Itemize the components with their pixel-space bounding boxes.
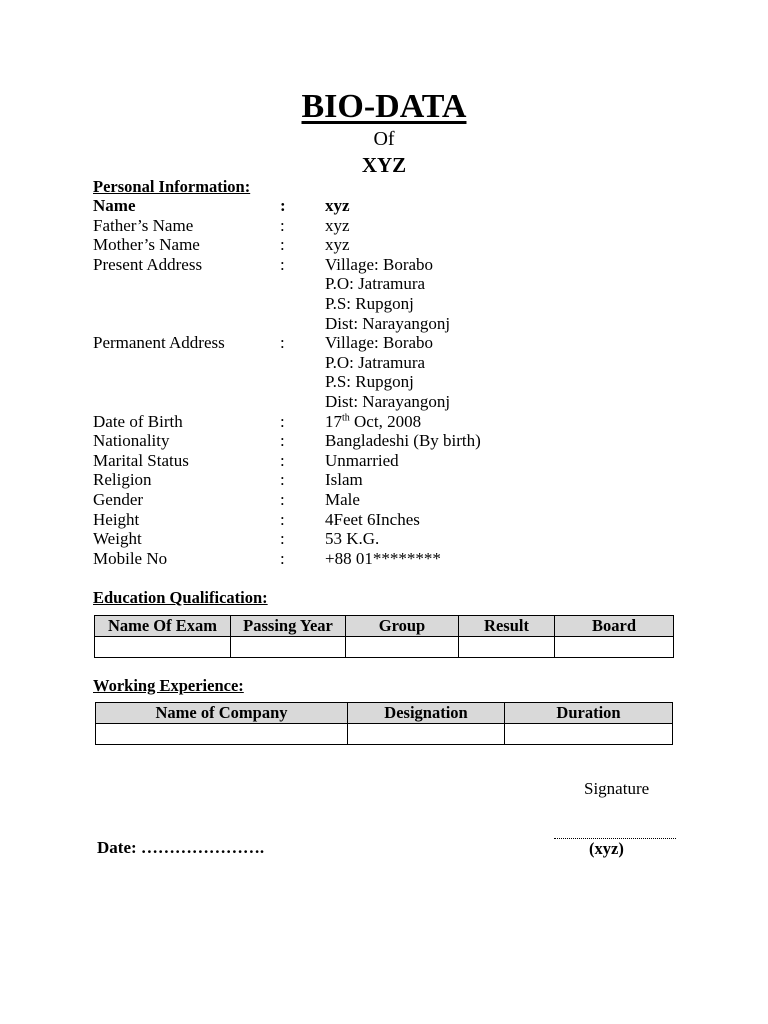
info-value: Bangladeshi (By birth) [325, 431, 481, 451]
info-colon: : [280, 235, 285, 255]
info-label: Nationality [93, 431, 170, 451]
date-field: Date: …………………. [97, 838, 265, 857]
info-colon: : [280, 333, 285, 353]
table-header-row [95, 616, 674, 637]
column-header: Duration [505, 703, 673, 724]
info-label: Height [93, 509, 140, 529]
info-value: 4Feet 6Inches [325, 509, 420, 529]
info-colon: : [280, 548, 285, 568]
column-header: Result [459, 616, 555, 637]
title-of: Of [373, 128, 395, 150]
info-colon: : [280, 411, 285, 431]
info-colon: : [280, 489, 285, 509]
info-label: Mother’s Name [93, 235, 200, 255]
column-header: Name of Company [96, 703, 348, 724]
column-header: Passing Year [231, 616, 346, 637]
info-label: Mobile No [93, 548, 168, 568]
table-row [96, 724, 673, 745]
info-row-height [93, 510, 693, 530]
info-value: Village: Borabo P.O: Jatramura P.S: Rupgonj Dist: Narayangonj [325, 254, 451, 333]
info-value: Unmarried [325, 450, 399, 470]
info-row-mobile [93, 549, 693, 569]
info-value: 17th Oct, 2008 [325, 411, 422, 431]
work-heading: Working Experience: [93, 676, 244, 695]
info-value: xyz [325, 215, 350, 235]
column-header: Name Of Exam [95, 616, 231, 637]
info-label: Present Address [93, 254, 203, 274]
info-value: xyz [325, 235, 350, 255]
info-colon: : [280, 431, 285, 451]
personal-info-list [93, 196, 693, 568]
signature-label: Signature [584, 779, 650, 798]
info-row-name [93, 196, 693, 216]
info-value: xyz [325, 196, 350, 215]
table-cell[interactable] [555, 637, 674, 658]
info-colon: : [280, 529, 285, 549]
info-row-date-of-birth [93, 412, 693, 432]
info-row-mothers-name [93, 235, 693, 255]
info-label: Weight [93, 529, 142, 549]
info-label: Permanent Address [93, 333, 225, 353]
info-value: 53 K.G. [325, 529, 380, 549]
info-row-gender [93, 490, 693, 510]
table-cell[interactable] [459, 637, 555, 658]
info-row-weight [93, 529, 693, 549]
person-name-heading: XYZ [361, 153, 407, 177]
table-header-row [96, 703, 673, 724]
info-value: Village: Borabo P.O: Jatramura P.S: Rupgonj Dist: Narayangonj [325, 333, 451, 411]
document-title: BIO-DATA [301, 88, 467, 125]
work-table [95, 702, 673, 745]
info-row-permanent-address [93, 333, 693, 411]
info-label: Gender [93, 489, 144, 509]
info-value: Islam [325, 470, 363, 490]
info-row-fathers-name [93, 216, 693, 236]
info-label: Date of Birth [93, 411, 183, 431]
info-label: Marital Status [93, 450, 189, 470]
info-row-present-address [93, 255, 693, 333]
table-cell[interactable] [348, 724, 505, 745]
info-colon: : [280, 196, 286, 215]
info-row-marital-status [93, 451, 693, 471]
info-colon: : [280, 509, 285, 529]
column-header: Board [555, 616, 674, 637]
column-header: Designation [348, 703, 505, 724]
info-row-religion [93, 470, 693, 490]
education-table [94, 615, 674, 658]
info-row-nationality [93, 431, 693, 451]
info-colon: : [280, 450, 285, 470]
info-label: Religion [93, 470, 152, 490]
table-cell[interactable] [95, 637, 231, 658]
info-label: Father’s Name [93, 215, 194, 235]
info-colon: : [280, 215, 285, 235]
column-header: Group [346, 616, 459, 637]
table-cell[interactable] [231, 637, 346, 658]
signer-name: (xyz) [589, 839, 624, 858]
personal-info-heading: Personal Information: [93, 177, 251, 196]
education-heading: Education Qualification: [93, 588, 268, 607]
info-colon: : [280, 254, 285, 274]
info-value: Male [325, 489, 360, 509]
info-colon: : [280, 470, 285, 490]
table-cell[interactable] [96, 724, 348, 745]
table-row [95, 637, 674, 658]
info-label: Name [93, 196, 136, 215]
table-cell[interactable] [505, 724, 673, 745]
table-cell[interactable] [346, 637, 459, 658]
info-value: +88 01******** [325, 548, 441, 568]
